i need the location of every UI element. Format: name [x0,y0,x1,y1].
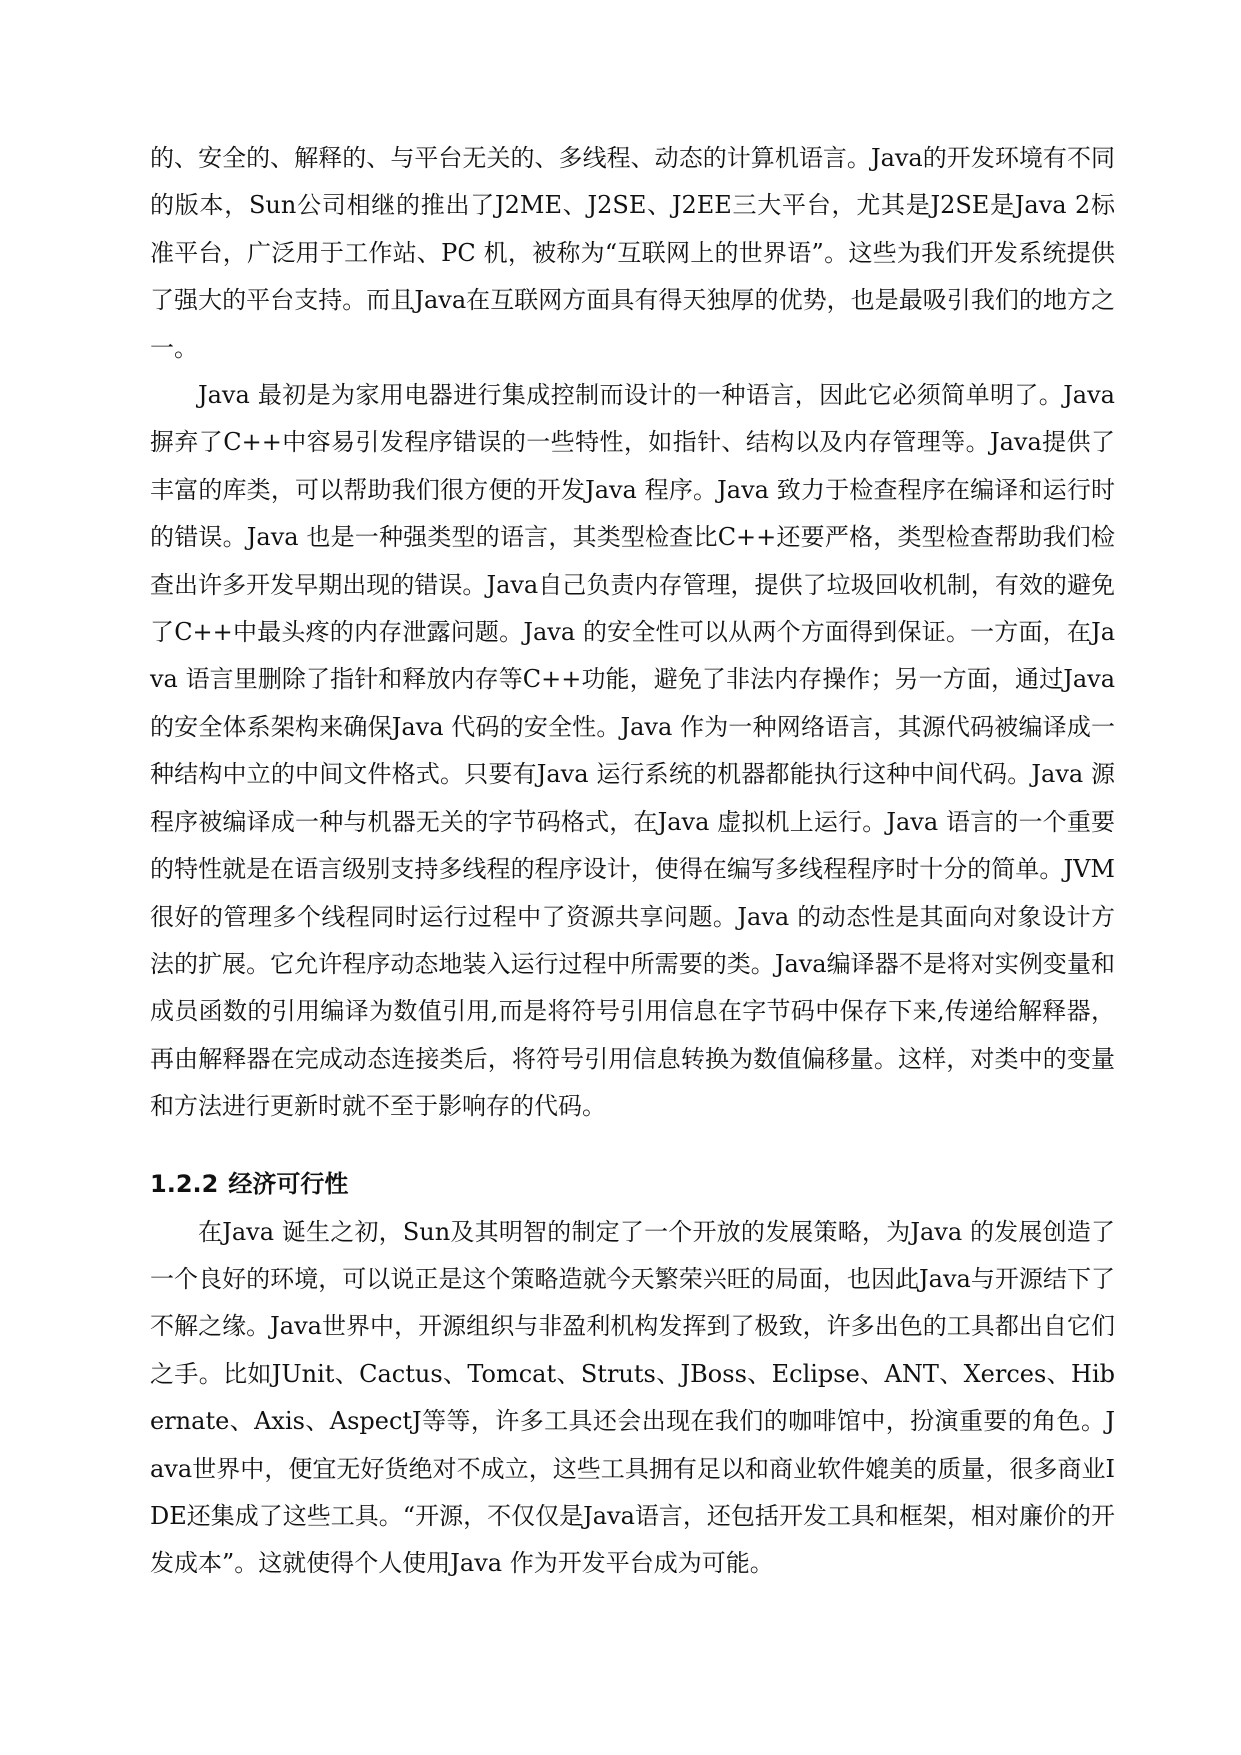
document-body [150,135,1115,1588]
paragraph-java-features-continued: 的、安全的、解释的、与平台无关的、多线程、动态的计算机语言。Java的开发环境有不同的版本，Sun公司相继的推出了J2ME、J2SE、J2EE三大平台，尤其是J2SE是Java 2标准平台，广泛用于工作站、PC 机，被称为“互联网上的世界语”。这些为我们开发系统提供了强大的平台支持。而且Java在互联网方面具有得天独厚的优势，也是最吸引我们的地方之一。 [150,144,1115,362]
paragraph-economic-feasibility: 在Java 诞生之初，Sun及其明智的制定了一个开放的发展策略，为Java 的发展创造了一个良好的环境，可以说正是这个策略造就今天繁荣兴旺的局面，也因此Java与开源结下了不解之缘。Java世界中，开源组织与非盈利机构发挥到了极致，许多出色的工具都出自它们之手。比如JUnit、Cactus、Tomcat、Struts、JBoss、Eclipse、ANT、Xerces、Hibernate、Axis、AspectJ等等，许多工具还会出现在我们的咖啡馆中，扮演重要的角色。Java世界中，便宜无好货绝对不成立，这些工具拥有足以和商业软件媲美的质量，很多商业IDE还集成了这些工具。“开源，不仅仅是Java语言，还包括开发工具和框架，相对廉价的开发成本”。这就使得个人使用Java 作为开发平台成为可能。 [150,1217,1115,1578]
section-title: 经济可行性 [228,1169,349,1198]
paragraph-java-design: Java 最初是为家用电器进行集成控制而设计的一种语言，因此它必须简单明了。Java摒弃了C++中容易引发程序错误的一些特性，如指针、结构以及内存管理等。Java提供了丰富的库类，可以帮助我们很方便的开发Java 程序。Java 致力于检查程序在编译和运行时的错误。Java 也是一种强类型的语言，其类型检查比C++还要严格，类型检查帮助我们检查出许多开发早期出现的错误。Java自己负责内存管理，提供了垃圾回收机制，有效的避免了C++中最头疼的内存泄露问题。Java 的安全性可以从两个方面得到保证。一方面，在Java 语言里删除了指针和释放内存等C++功能，避免了非法内存操作；另一方面，通过Java 的安全体系架构来确保Java 代码的安全性。Java 作为一种网络语言，其源代码被编译成一种结构中立的中间文件格式。只要有Java 运行系统的机器都能执行这种中间代码。Java 源程序被编译成一种与机器无关的字节码格式，在Java 虚拟机上运行。Java 语言的一个重要的特性就是在语言级别支持多线程的程序设计，使得在编写多线程程序时十分的简单。JVM很好的管理多个线程同时运行过程中了资源共享问题。Java 的动态性是其面向对象设计方法的扩展。它允许程序动态地装入运行过程中所需要的类。Java编译器不是将对实例变量和成员函数的引用编译为数值引用,而是将符号引用信息在字节码中保存下来,传递给解释器，再由解释器在完成动态连接类后，将符号引用信息转换为数值偏移量。这样，对类中的变量和方法进行更新时就不至于影响存的代码。 [150,381,1115,1121]
section-heading [150,1159,1115,1209]
section-number: 1.2.2 [150,1169,219,1198]
